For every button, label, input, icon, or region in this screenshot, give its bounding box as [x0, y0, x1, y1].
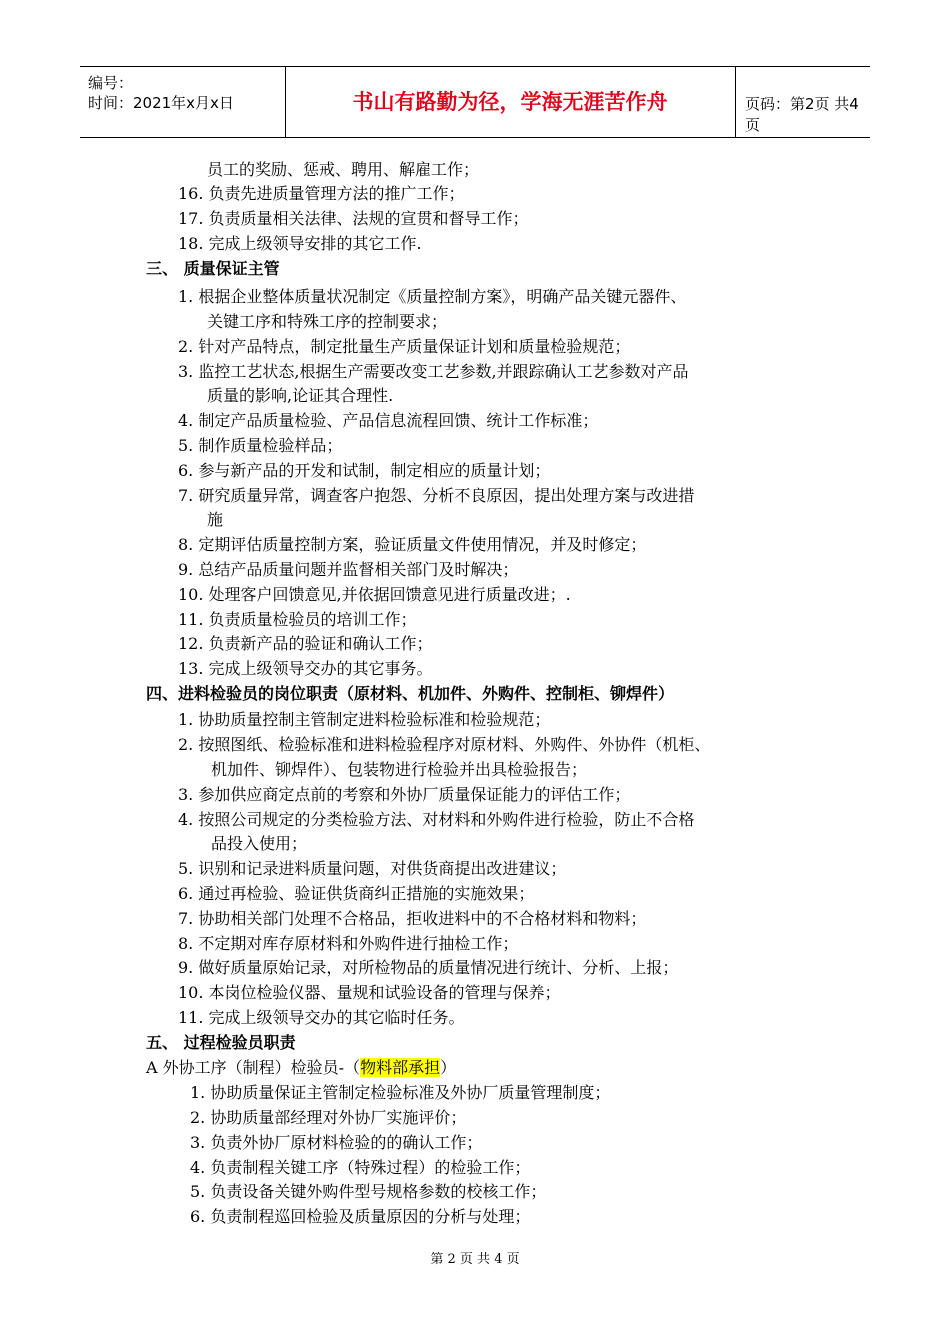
list-item: 6. 通过再检验、验证供货商纠正措施的实施效果；	[178, 884, 535, 903]
list-item: 5. 制作质量检验样品；	[178, 436, 343, 455]
text-line: 质量的影响,论证其合理性.	[207, 386, 394, 405]
list-item: 17. 负责质量相关法律、法规的宣贯和督导工作；	[178, 209, 529, 228]
list-item: 9. 做好质量原始记录，对所检物品的质量情况进行统计、分析、上报；	[178, 958, 679, 977]
list-item: 1. 协助质量保证主管制定检验标准及外协厂质量管理制度；	[190, 1083, 611, 1102]
section-heading: 三、 质量保证主管	[146, 259, 280, 278]
text-line: 机加件、铆焊件）、包装物进行检验并出具检验报告；	[211, 760, 588, 779]
list-item: 8. 定期评估质量控制方案，验证质量文件使用情况，并及时修定；	[178, 535, 647, 554]
list-item: 11. 完成上级领导交办的其它临时任务。	[178, 1008, 465, 1027]
list-item: 4. 负责制程关键工序（特殊过程）的检验工作；	[190, 1158, 531, 1177]
list-item: 12. 负责新产品的验证和确认工作；	[178, 634, 433, 653]
list-item: 5. 识别和记录进料质量问题，对供货商提出改进建议；	[178, 859, 567, 878]
list-item: 18. 完成上级领导安排的其它工作.	[178, 234, 422, 253]
list-item: 2. 协助质量部经理对外协厂实施评价；	[190, 1108, 467, 1127]
subsection-heading	[146, 1056, 456, 1080]
doc-date-label: 时间：2021年x月x日	[88, 94, 234, 112]
header-motto: 书山有路勤为径，学海无涯苦作舟	[285, 67, 736, 137]
list-item: 3. 监控工艺状态,根据生产需要改变工艺参数,并跟踪确认工艺参数对产品	[178, 362, 689, 381]
list-item: 16. 负责先进质量管理方法的推广工作；	[178, 184, 465, 203]
text-line: 关键工序和特殊工序的控制要求；	[207, 312, 448, 331]
list-item: 6. 参与新产品的开发和试制，制定相应的质量计划；	[178, 461, 551, 480]
section-heading: 五、 过程检验员职责	[146, 1033, 296, 1052]
list-item: 6. 负责制程巡回检验及质量原因的分析与处理；	[190, 1207, 531, 1226]
list-item: 9. 总结产品质量问题并监督相关部门及时解决；	[178, 560, 519, 579]
list-item: 7. 研究质量异常，调查客户抱怨、分析不良原因，提出处理方案与改进措	[178, 486, 695, 505]
list-item: 4. 制定产品质量检验、产品信息流程回馈、统计工作标准；	[178, 411, 599, 430]
highlighted-department: 物料部承担	[360, 1058, 441, 1077]
section-heading: 四、进料检验员的岗位职责（原材料、机加件、外购件、控制柜、铆焊件）	[146, 684, 675, 703]
list-item: 8. 不定期对库存原材料和外购件进行抽检工作；	[178, 934, 519, 953]
text-line: 员工的奖励、惩戒、聘用、解雇工作；	[207, 160, 480, 179]
subsection-suffix: ）	[440, 1058, 457, 1077]
header-page-number: 页码：第2页 共4页	[745, 95, 859, 134]
list-item: 11. 负责质量检验员的培训工作；	[178, 610, 417, 629]
list-item: 7. 协助相关部门处理不合格品，拒收进料中的不合格材料和物料；	[178, 909, 647, 928]
page-footer: 第 2 页 共 4 页	[430, 1252, 520, 1267]
list-item: 3. 参加供应商定点前的考察和外协厂质量保证能力的评估工作；	[178, 785, 631, 804]
list-item: 2. 针对产品特点，制定批量生产质量保证计划和质量检验规范；	[178, 337, 631, 356]
list-item: 4. 按照公司规定的分类检验方法、对材料和外购件进行检验，防止不合格	[178, 810, 695, 829]
header-meta	[80, 67, 286, 137]
list-item: 3. 负责外协厂原材料检验的的确认工作；	[190, 1133, 483, 1152]
doc-code-label: 编号：	[88, 74, 134, 92]
list-item: 1. 协助质量控制主管制定进料检验标准和检验规范；	[178, 710, 551, 729]
list-item: 10. 本岗位检验仪器、量规和试验设备的管理与保养；	[178, 983, 561, 1002]
text-line: 品投入使用；	[211, 834, 308, 853]
subsection-prefix: A 外协工序（制程）检验员-（	[146, 1058, 361, 1077]
text-line: 施	[207, 510, 224, 529]
list-item: 2. 按照图纸、检验标准和进料检验程序对原材料、外购件、外协件（机柜、	[178, 735, 711, 754]
list-item: 1. 根据企业整体质量状况制定《质量控制方案》，明确产品关键元器件、	[178, 287, 687, 306]
list-item: 5. 负责设备关键外购件型号规格参数的校核工作；	[190, 1182, 547, 1201]
list-item: 13. 完成上级领导交办的其它事务。	[178, 659, 433, 678]
page-header	[80, 66, 870, 138]
list-item: 10. 处理客户回馈意见,并依据回馈意见进行质量改进；.	[178, 585, 571, 604]
